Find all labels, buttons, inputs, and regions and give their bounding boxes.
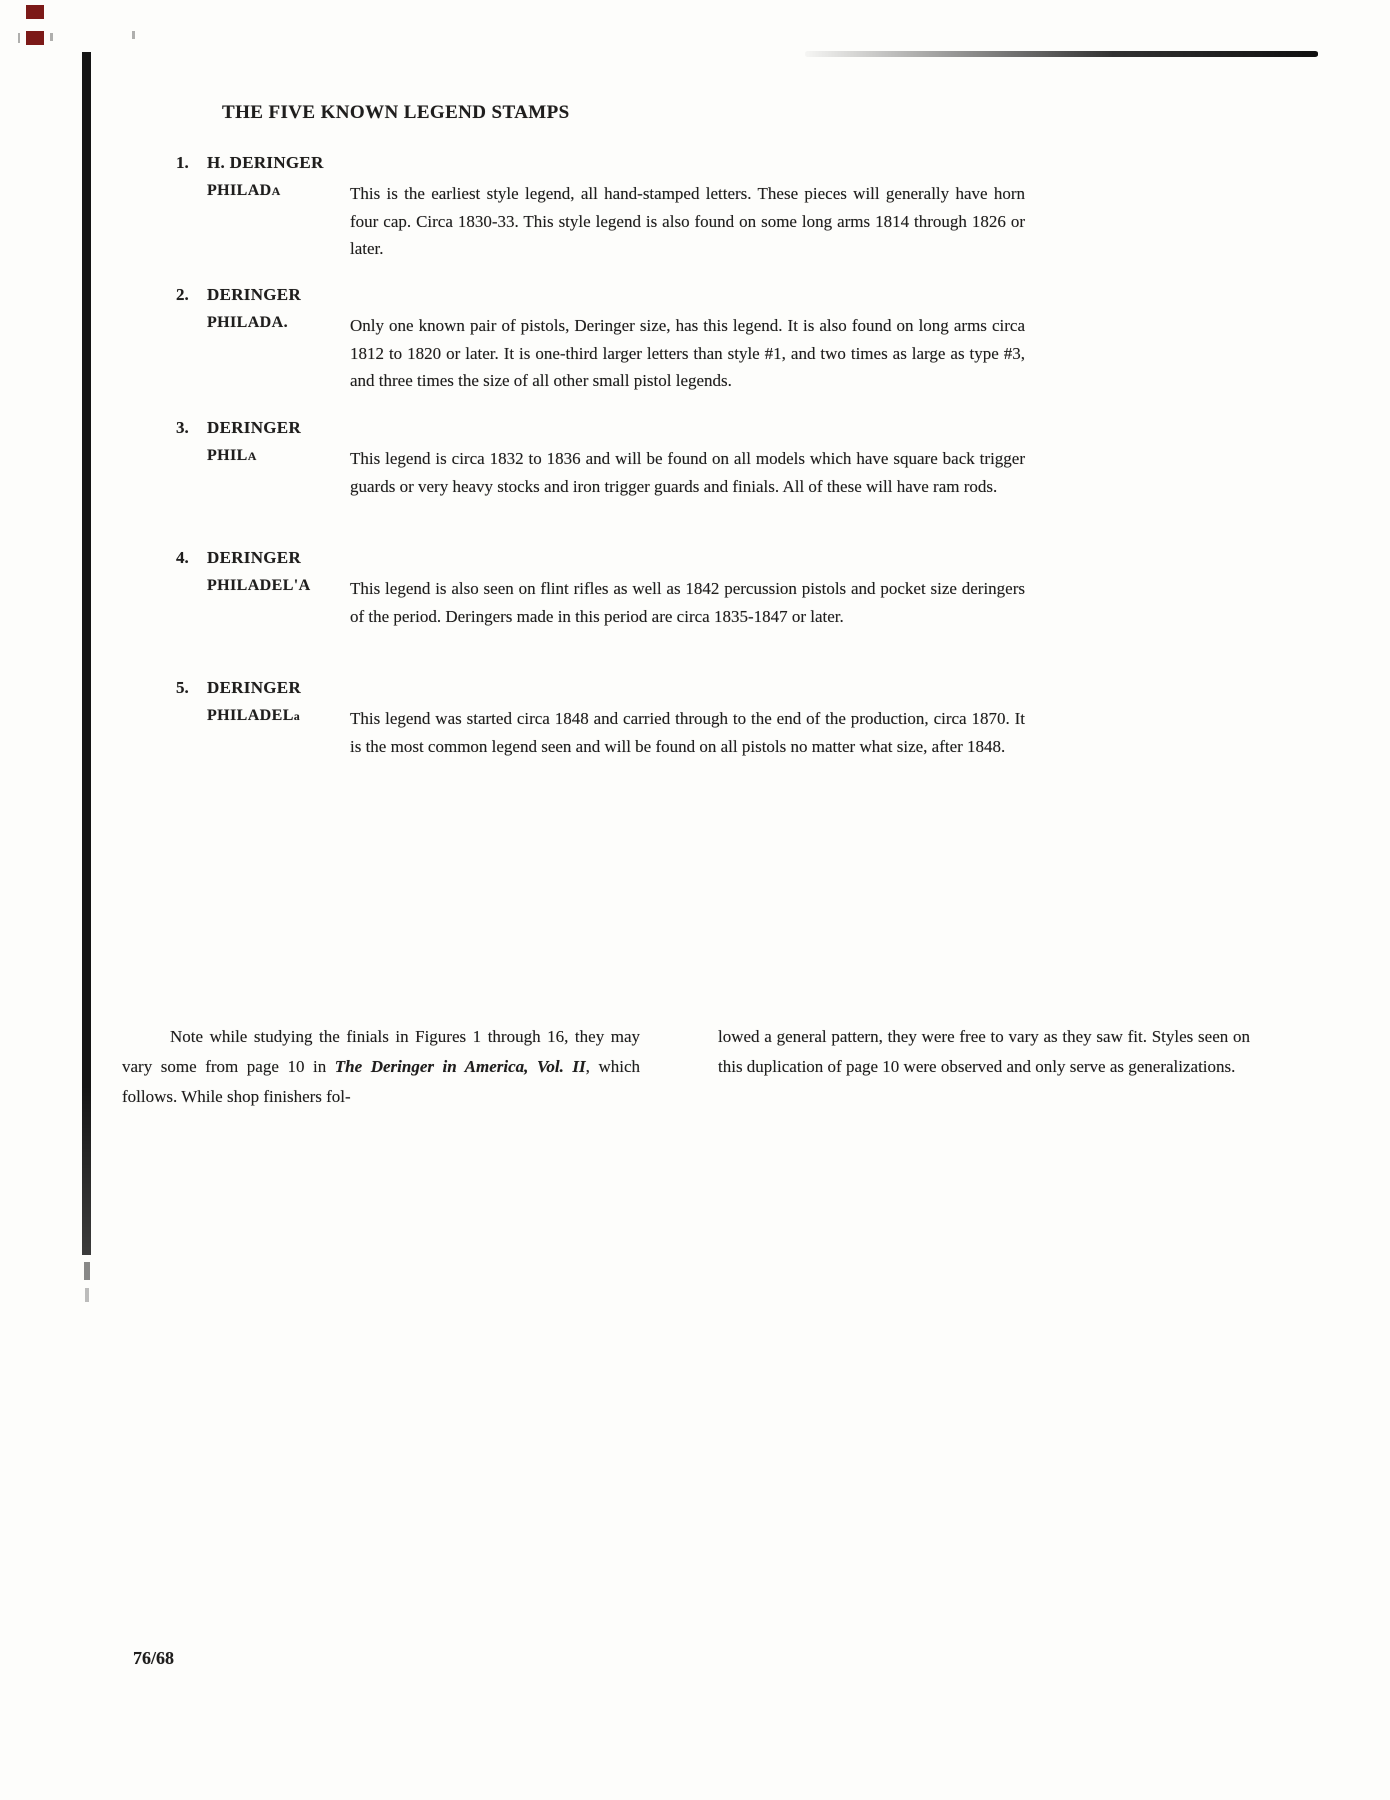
legend-stamp xyxy=(207,180,350,202)
entry-description: This legend was started circa 1848 and carried through to the end of the production, circa 1870. It is the most common legend seen and will be found on all pistols no matter what size, after 1848. xyxy=(350,709,1025,756)
entry-description: Only one known pair of pistols, Deringer size, has this legend. It is also found on long arms circa 1812 to 1820 or later. It is one-third larger letters than style #1, and two times as large as type #3, and three times the size of all other small pistol legends. xyxy=(350,316,1025,390)
left-margin-bar-fade xyxy=(84,1262,90,1280)
note-paragraph-right: lowed a general pattern, they were free to vary as they saw fit. Styles seen on this duplication of page 10 were observed and only serve as generalizations. xyxy=(718,1027,1250,1076)
legend-entry xyxy=(176,677,1025,760)
legend-stamp xyxy=(207,575,350,597)
legend-stamp xyxy=(207,705,350,727)
note-text-segment: Note while studying the finials in Figures 1 through 16, they may vary some from page 10 in xyxy=(122,1027,640,1076)
legend-stamp-main: PHIL xyxy=(207,447,248,464)
maker-name: DERINGER xyxy=(207,548,302,567)
legend-stamp xyxy=(207,312,350,334)
legend-entry xyxy=(176,547,1025,630)
legend-stamp-main: PHILADEL'A xyxy=(207,577,311,594)
legend-stamp xyxy=(207,445,350,467)
entry-number: 3. xyxy=(176,418,189,437)
entry-description: This legend is also seen on flint rifles as well as 1842 percussion pistols and pocket size deringers of the period. Deringers made in this period are circa 1835-1847 or later. xyxy=(350,579,1025,626)
entry-names xyxy=(207,417,350,467)
page-number: 76/68 xyxy=(133,1648,175,1668)
entry-number: 2. xyxy=(176,285,189,304)
legend-stamp-main: PHILADA. xyxy=(207,314,288,331)
left-margin-bar xyxy=(82,52,91,1255)
left-margin-bar-fade xyxy=(85,1288,89,1302)
entry-description: This legend is circa 1832 to 1836 and will be found on all models which have square back trigger guards or very heavy stocks and iron trigger guards and finials. All of these will have ram rods. xyxy=(350,449,1025,496)
scan-speck xyxy=(50,33,53,41)
scan-registration-mark xyxy=(26,5,44,19)
entry-description: This is the earliest style legend, all hand-stamped letters. These pieces will generally have horn four cap. Circa 1830-33. This style legend is also found on some long arms 1814 through 1826 or later. xyxy=(350,184,1025,258)
scan-registration-mark xyxy=(26,31,44,45)
legend-entry xyxy=(176,417,1025,500)
legend-entry xyxy=(176,152,1025,263)
entry-names xyxy=(207,677,350,727)
entry-names xyxy=(207,547,350,597)
maker-name: DERINGER xyxy=(207,678,302,697)
entry-names xyxy=(207,152,350,202)
page-title: THE FIVE KNOWN LEGEND STAMPS xyxy=(222,102,570,123)
maker-name: DERINGER xyxy=(207,418,302,437)
note-text-segment: , which follows. While shop finishers fol- xyxy=(122,1057,641,1106)
entry-number: 1. xyxy=(176,153,189,172)
legend-stamp-main: PHILADEL xyxy=(207,707,294,724)
legend-stamp-main: PHILAD xyxy=(207,182,272,199)
legend-stamp-suffix: a xyxy=(293,709,301,723)
entry-names xyxy=(207,284,350,334)
book-title-reference: The Deringer in America, Vol. II xyxy=(334,1057,586,1076)
top-right-rule xyxy=(805,51,1318,57)
scan-speck xyxy=(18,33,20,43)
legend-stamp-suffix: A xyxy=(247,449,257,463)
legend-stamp-suffix: A xyxy=(271,184,281,198)
entry-number: 4. xyxy=(176,548,189,567)
maker-name: DERINGER xyxy=(207,285,302,304)
note-paragraph-left xyxy=(122,1022,640,1112)
entry-number: 5. xyxy=(176,678,189,697)
scan-speck xyxy=(132,31,135,39)
maker-name: H. DERINGER xyxy=(207,153,324,172)
legend-entry xyxy=(176,284,1025,395)
